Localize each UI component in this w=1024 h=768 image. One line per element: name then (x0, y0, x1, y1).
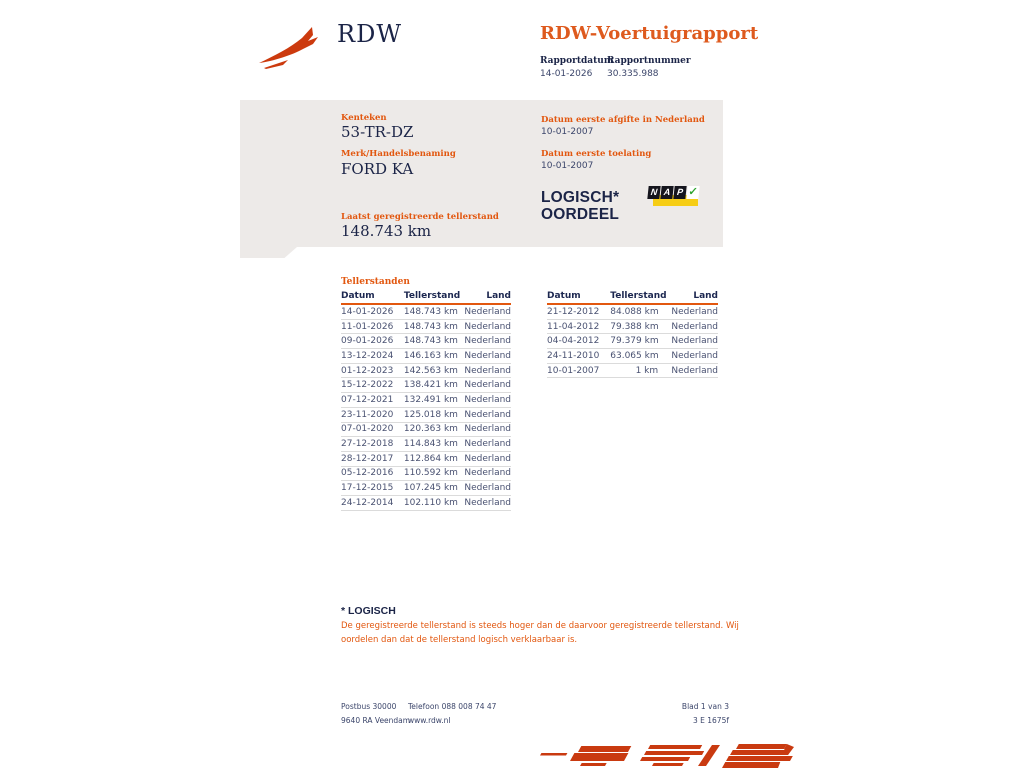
afgifte-value: 10-01-2007 (541, 127, 594, 137)
table-cell: 142.563 km (403, 365, 458, 376)
table-row (341, 320, 511, 335)
report-date-value: 14-01-2026 (540, 69, 593, 79)
table-cell: 132.491 km (403, 394, 458, 405)
table-cell: 107.245 km (403, 483, 458, 494)
table-cell: 14-01-2026 (341, 306, 394, 317)
table-cell: 102.110 km (403, 497, 458, 508)
table-cell: 79.388 km (610, 321, 659, 332)
rdw-falcon-icon (256, 22, 334, 72)
table-cell: 11-01-2026 (341, 321, 394, 332)
table-cell: 24-11-2010 (547, 350, 600, 361)
table-cell: 148.743 km (403, 336, 458, 347)
kenteken-label: Kenteken (341, 113, 387, 123)
table-cell: 138.421 km (403, 380, 458, 391)
table-cell: 63.065 km (610, 350, 659, 361)
table-cell: 24-12-2014 (341, 497, 394, 508)
table-cell: 146.163 km (403, 350, 458, 361)
table-cell: 110.592 km (403, 468, 458, 479)
afgifte-label: Datum eerste afgifte in Nederland (541, 115, 705, 125)
table-cell: Nederland (464, 483, 511, 494)
table-cell: Nederland (464, 336, 511, 347)
table-row (341, 305, 511, 320)
toelating-label: Datum eerste toelating (541, 149, 652, 159)
table-cell: Nederland (464, 468, 511, 479)
table-cell: 112.864 km (403, 453, 458, 464)
table-row (341, 452, 511, 467)
footer-form-code: 3 E 1675f (692, 716, 729, 725)
toelating-value: 10-01-2007 (541, 161, 594, 171)
table-cell: 84.088 km (610, 306, 659, 317)
report-number-label: Rapportnummer (607, 56, 691, 66)
table-row (341, 408, 511, 423)
table-cell: 148.743 km (403, 306, 458, 317)
table-cell: Nederland (671, 306, 718, 317)
rdw-stripes-icon (540, 742, 800, 768)
tellerstand-table-left (341, 290, 511, 511)
tellerstanden-section-title: Tellerstanden (341, 277, 410, 287)
kenteken-value: 53-TR-DZ (341, 123, 414, 141)
table-row (341, 423, 511, 438)
table-cell: 148.743 km (403, 321, 458, 332)
col-land: Land (693, 291, 718, 301)
footer-contact (408, 700, 496, 728)
table-cell: 10-01-2007 (547, 365, 600, 376)
table-row (341, 378, 511, 393)
table-cell: 125.018 km (403, 409, 458, 420)
footer-address-line1: Postbus 30000 (341, 702, 397, 711)
table-cell: 07-01-2020 (341, 424, 394, 435)
table-cell: Nederland (464, 439, 511, 450)
table-cell: 1 km (635, 365, 659, 376)
footer-website[interactable]: www.rdw.nl (408, 716, 451, 725)
table-row (341, 349, 511, 364)
table-cell: 21-12-2012 (547, 306, 600, 317)
table-row (341, 467, 511, 482)
oordeel-line2: OORDEEL (541, 206, 620, 223)
footer-address (341, 700, 410, 728)
page-title: RDW-Voertuigrapport (540, 23, 759, 44)
tellerstand-label: Laatst geregistreerde tellerstand (341, 212, 499, 222)
table-row (341, 481, 511, 496)
nap-letter-a: A (660, 186, 673, 199)
oordeel-line1: LOGISCH* (541, 189, 620, 206)
table-cell: 23-11-2020 (341, 409, 394, 420)
table-cell: Nederland (464, 380, 511, 391)
table-cell: Nederland (671, 321, 718, 332)
col-datum: Datum (341, 291, 375, 301)
oordeel-text (541, 189, 619, 223)
table-body-right (547, 305, 718, 378)
table-cell: Nederland (671, 350, 718, 361)
nap-logo (648, 186, 700, 210)
footnote-text: De geregistreerde tellerstand is steeds hoger dan de daarvoor geregistreerde tellerstand. Wij oordelen dan dat de tellerstand logisch verklaarbaar is. (341, 621, 739, 645)
table-cell: 13-12-2024 (341, 350, 394, 361)
merk-value: FORD KA (341, 160, 414, 178)
tellerstand-table-right (547, 290, 718, 378)
table-header (341, 290, 511, 305)
merk-label: Merk/Handelsbenaming (341, 149, 456, 159)
table-cell: Nederland (464, 306, 511, 317)
col-datum: Datum (547, 291, 581, 301)
table-cell: Nederland (464, 394, 511, 405)
col-tellerstand: Tellerstand (610, 291, 667, 301)
table-cell: 28-12-2017 (341, 453, 394, 464)
footer-page-info (682, 700, 729, 728)
col-tellerstand: Tellerstand (403, 291, 461, 301)
table-row (547, 349, 718, 364)
footnote-title: * LOGISCH (341, 605, 396, 617)
table-cell: 05-12-2016 (341, 468, 394, 479)
table-row (547, 320, 718, 335)
table-cell: 79.379 km (610, 336, 659, 347)
nap-check-icon: ✓ (687, 186, 699, 198)
table-cell: Nederland (464, 453, 511, 464)
table-cell: Nederland (671, 365, 718, 376)
table-cell: Nederland (464, 424, 511, 435)
table-cell: Nederland (464, 409, 511, 420)
col-land: Land (486, 291, 511, 301)
footer-page-number: Blad 1 van 3 (681, 702, 729, 711)
table-cell: Nederland (464, 497, 511, 508)
vehicle-info-box-tab (240, 247, 297, 258)
table-row (341, 393, 511, 408)
rdw-logo-text: RDW (337, 20, 402, 48)
table-row (341, 437, 511, 452)
table-cell: 09-01-2026 (341, 336, 394, 347)
table-cell: Nederland (464, 321, 511, 332)
nap-letter-p: P (673, 186, 686, 199)
report-number-value: 30.335.988 (607, 69, 659, 79)
table-row (547, 305, 718, 320)
table-cell: 17-12-2015 (341, 483, 394, 494)
table-cell: 120.363 km (403, 424, 458, 435)
table-cell: Nederland (671, 336, 718, 347)
table-cell: 07-12-2021 (341, 394, 394, 405)
table-row (341, 364, 511, 379)
table-row (341, 334, 511, 349)
rdw-logo (256, 22, 334, 72)
table-header (547, 290, 718, 305)
report-date-label: Rapportdatum (540, 56, 614, 66)
table-cell: 15-12-2022 (341, 380, 394, 391)
table-row (547, 364, 718, 379)
table-cell: Nederland (464, 365, 511, 376)
footer-phone: Telefoon 088 008 74 47 (408, 702, 497, 711)
table-row (341, 496, 511, 511)
table-row (547, 334, 718, 349)
table-cell: 114.843 km (403, 439, 458, 450)
table-cell: Nederland (464, 350, 511, 361)
table-body-left (341, 305, 511, 511)
footer-address-line2: 9640 RA Veendam (341, 716, 411, 725)
table-cell: 11-04-2012 (547, 321, 600, 332)
table-cell: 27-12-2018 (341, 439, 394, 450)
table-cell: 01-12-2023 (341, 365, 394, 376)
nap-letter-n: N (647, 186, 660, 199)
tellerstand-value: 148.743 km (341, 222, 432, 240)
rdw-stripes-graphic (540, 742, 800, 768)
table-cell: 04-04-2012 (547, 336, 600, 347)
